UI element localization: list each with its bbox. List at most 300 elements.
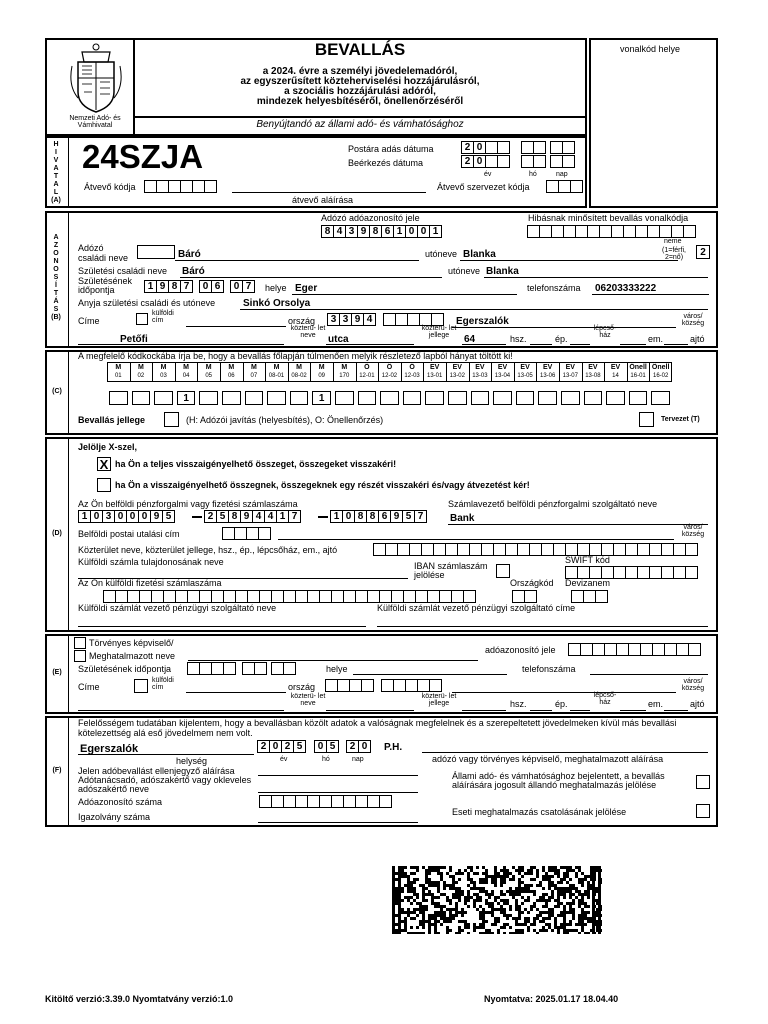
draft-checkbox[interactable] [639,412,654,427]
provider-line [448,524,708,525]
nature-hint: (H: Adózói javítás (helyesbítés), O: Önellenőrzés) [186,415,384,425]
foreign-account-label: Az Ön külföldi fizetési számlaszáma [78,578,222,588]
sheet-column-code: 13-05 [517,373,533,379]
account-part3-boxes[interactable] [330,510,426,523]
partial-refund-checkbox[interactable] [97,478,111,492]
header-subtitle [134,67,586,107]
digit-box[interactable]: 8 [354,510,367,523]
sex-label: neme [664,238,682,245]
digit-box[interactable]: 0 [358,740,371,753]
digit-box[interactable]: 5 [162,510,175,523]
house-label: hsz. [510,334,527,344]
sheet-column-head: EV [497,364,508,371]
birth-day-boxes[interactable] [230,280,254,293]
digit-box[interactable]: 1 [429,225,442,238]
birth-date-label: Születésének időpontja [78,276,133,295]
postal-date-boxes[interactable] [461,141,509,154]
foreign-owner-label: Külföldi számla tulajdonosának neve [78,557,224,567]
address-label: Címe [78,316,100,326]
sex-box[interactable] [696,245,710,259]
digit-box[interactable]: 9 [156,280,169,293]
sheet-column-divider [310,362,311,382]
sheet-column-divider [243,362,244,382]
digit-box[interactable]: 0 [138,510,151,523]
char-box[interactable] [685,543,698,556]
char-box[interactable] [524,590,537,603]
digit-box[interactable]: 0 [90,510,103,523]
sheet-column-code: 13-06 [540,373,556,379]
account-part1-boxes[interactable] [78,510,174,523]
digit-box[interactable] [204,180,217,193]
digit-box[interactable]: 0 [230,280,243,293]
digit-box[interactable]: 1 [78,510,91,523]
family-name-line [175,260,419,261]
sheet-count-box[interactable] [538,391,557,405]
receiver-sig-label: átvevő aláírása [292,195,354,205]
stamp-place-label: P.H. [384,742,403,753]
sheet-column-divider [401,362,402,382]
floor-label: em. [648,334,664,344]
sex-value: 2 [700,247,706,258]
city-value[interactable]: Egerszalók [456,316,509,327]
sign-day-label: nap [352,756,364,763]
sheet-column-code: 08-01 [268,373,285,379]
agent-country-line-left [186,692,286,693]
phone-value[interactable]: 06203333222 [595,283,657,294]
postal-month-boxes[interactable] [521,141,545,154]
digit-box[interactable]: 8 [321,225,334,238]
sheet-count-box[interactable] [267,391,286,405]
sheet-column-code: 04 [182,373,190,379]
subtitle-line: mindezek helyesbítéséről, önellenőrzéséről [256,96,464,107]
digit-box[interactable]: 2 [461,155,474,168]
city-line [452,327,676,328]
digit-box[interactable]: 7 [414,510,427,523]
sheet-column-head: EV [430,364,440,371]
digit-box[interactable]: 6 [211,280,224,293]
given-name-value[interactable]: Blanka [463,249,496,260]
taxid-boxes[interactable] [321,225,441,238]
sheet-column-divider [604,362,605,382]
sign-year-boxes[interactable] [257,740,305,753]
sheet-column-code: 14 [612,373,619,379]
page-title: BEVALLÁS [314,40,406,59]
sheet-column-divider [536,362,537,382]
section-f-side-divider [68,717,69,826]
sheet-count-box[interactable] [448,391,467,405]
agent-street-name-label: közterü- let neve [290,693,326,707]
digit-box[interactable]: 0 [199,280,212,293]
postal-city-label: város/ község [681,524,705,538]
check-mark-icon: X [99,457,109,472]
subtitle-line: a szociális hozzájárulási adóról, [284,86,436,97]
full-refund-checkbox[interactable] [97,457,111,471]
agent-checkbox[interactable] [74,650,86,662]
receiver-org-label: Átvevő szervezet kódja [437,182,530,192]
digit-box[interactable]: 1 [276,510,289,523]
office-side-label: H I V A T A L (A) [51,141,61,204]
sheet-count-box[interactable] [245,391,264,405]
sheet-column-code: 13-08 [585,373,601,379]
sheet-column-code: 12-01 [359,373,375,379]
error-barcode-boxes[interactable] [527,225,695,238]
digit-box[interactable]: 1 [144,280,157,293]
digit-box[interactable]: 1 [393,225,406,238]
digit-box[interactable]: 0 [342,510,355,523]
digit-box[interactable] [533,155,546,168]
sheet-column-code: 13-02 [449,373,465,379]
digit-box[interactable]: 3 [339,313,352,326]
mother-value[interactable]: Sinkó Orsolya [243,298,311,309]
sheet-column-code: 05 [205,373,213,379]
sheet-count-box[interactable] [561,391,580,405]
agent-door-label: ajtó [690,699,705,709]
birth-given-value[interactable]: Blanka [486,266,519,277]
sheet-count-box[interactable] [403,391,422,405]
account-label: Az Ön belföldi pénzforgalmi vagy fizetési számlaszáma [78,499,298,509]
sheet-count-box[interactable] [290,391,309,405]
digit-box[interactable] [683,225,696,238]
provider-value[interactable]: Bank [450,513,475,524]
digit-box[interactable]: 9 [390,510,403,523]
sheet-count-box[interactable] [471,391,490,405]
sheet-count-box[interactable] [425,391,444,405]
currency-boxes[interactable] [571,590,607,603]
sheet-column-head: EV [588,364,598,371]
receiver-code-boxes[interactable] [144,180,216,193]
agent-taxid-boxes[interactable] [568,643,700,656]
advisor-taxid-boxes[interactable] [259,795,391,808]
account-dash [192,516,202,518]
day-label: nap [556,171,568,178]
sheet-count-box[interactable] [606,391,625,405]
sheet-count-box[interactable] [132,391,151,405]
partial-refund-label: ha Ön a visszaigényelhető összegnek, összegeknek egy részét visszakéri és/vagy átvezetést kér! [115,480,530,490]
foreign-account-boxes[interactable] [103,590,475,603]
digit-box[interactable]: 4 [252,510,265,523]
birth-place-value[interactable]: Eger [295,283,318,294]
agent-place-label: helye [326,664,348,674]
sheet-column-divider [130,362,131,382]
digit-box[interactable]: 7 [288,510,301,523]
sign-place-line [78,754,254,755]
iban-label: IBAN számlaszám jelölése [414,561,488,580]
postal-day-boxes[interactable] [550,141,574,154]
sheet-column-divider [356,362,357,382]
digit-box[interactable] [562,141,575,154]
sign-place-label: helység [176,756,208,766]
digit-box[interactable]: 5 [293,740,306,753]
sheet-column-head: M [296,364,303,371]
sheet-column-head: M [228,364,235,371]
agent-floor-label: em. [648,699,664,709]
foreign-address-checkbox[interactable] [136,313,148,325]
sheet-column-head: M [137,364,144,371]
section-e-side-label: (E) [52,669,62,676]
sheet-count-box[interactable] [584,391,603,405]
agent-zip-extra-boxes[interactable] [381,679,441,692]
sheet-column-code: 02 [137,373,145,379]
agent-country-label: ország [288,682,316,692]
sheet-column-divider [333,362,334,382]
sheet-column-divider [469,362,470,382]
identity-side-divider [68,212,69,347]
countersign-line [258,775,418,776]
digit-box[interactable] [570,180,583,193]
digit-box[interactable]: 4 [363,313,376,326]
birth-given-line [484,277,708,278]
authority-label: Állami adó- és vámhatósághoz bejelentett, a bevallás aláírására jogosult állandó meghatalmazás jelölése [452,771,665,790]
sheet-column-head: M [273,364,280,371]
section-d-side-label: (D) [52,530,62,537]
full-refund-label: ha Ön a teljes visszaigényelhető összeget, összegeket visszakéri! [115,459,397,469]
barcode-place-label: vonalkód helye [620,44,681,54]
postal-zip-boxes[interactable] [222,527,270,540]
floor-line [620,344,646,345]
digit-box[interactable] [688,643,701,656]
section-c-side-divider [68,351,69,434]
digit-box[interactable]: 6 [381,225,394,238]
digit-box[interactable]: 0 [405,225,418,238]
digit-box[interactable]: 8 [228,510,241,523]
char-box[interactable] [463,590,476,603]
sheet-column-head: EV [610,364,621,371]
sheet-count-box[interactable]: 1 [312,391,331,405]
advisor-label: Adótanácsadó, adószakértő vagy okleveles adószakértő neve [78,775,252,794]
sheet-column-divider [265,362,266,382]
agent-birth-month-boxes[interactable] [242,662,266,675]
zip-boxes[interactable] [327,313,375,326]
digit-box[interactable]: 0 [269,740,282,753]
digit-box[interactable] [361,679,374,692]
sheet-column-code: 07 [250,373,258,379]
digit-box[interactable] [562,155,575,168]
agent-street-type-label: közterü- let jellege [421,693,457,707]
sign-place-value[interactable]: Egerszalók [80,743,139,755]
agent-address-label: Címe [78,682,100,692]
digit-box[interactable]: 0 [126,510,139,523]
digit-box[interactable]: 6 [378,510,391,523]
stair-line [570,344,590,345]
street-name-label: közterü- let neve [290,325,326,339]
sheet-column-code: 03 [160,373,167,379]
digit-box[interactable]: 0 [473,141,486,154]
birth-place-line [292,294,517,295]
legal-rep-checkbox[interactable] [74,637,86,649]
digit-box[interactable] [429,679,442,692]
digit-box[interactable] [254,662,267,675]
sheet-count-box[interactable] [358,391,377,405]
country-code-boxes[interactable] [512,590,536,603]
mother-line [240,309,708,310]
sheet-count-box[interactable] [651,391,670,405]
sheet-column-head: EV [452,364,462,371]
digit-box[interactable] [283,662,296,675]
digit-box[interactable]: 2 [281,740,294,753]
birth-family-value[interactable]: Báró [182,266,205,277]
foreign-provider-line [78,626,366,627]
sheet-column-head: M [341,364,348,371]
agent-building-line [530,710,552,711]
digit-box[interactable]: 7 [180,280,193,293]
sheet-count-box[interactable] [335,391,354,405]
digit-box[interactable]: 8 [366,510,379,523]
sheet-count-box[interactable] [154,391,173,405]
digit-box[interactable] [533,141,546,154]
street-type-value[interactable]: utca [328,334,349,345]
sign-day-boxes[interactable] [346,740,370,753]
sheet-column-code: 13-03 [472,373,488,379]
draft-label: Tervezet (T) [661,416,700,423]
postal-street-boxes[interactable] [373,543,697,556]
agent-door-line [664,710,688,711]
char-box[interactable] [595,590,608,603]
digit-box[interactable]: 3 [345,225,358,238]
family-name-value[interactable]: Báró [178,249,201,260]
footer-printed: Nyomtatva: 2025.01.17 18.04.40 [484,994,619,1004]
iban-checkbox[interactable] [496,564,510,578]
sign-month-boxes[interactable] [314,740,338,753]
digit-box[interactable]: 2 [204,510,217,523]
nature-label: Bevallás jellege [78,415,146,425]
attached-checkbox[interactable] [696,804,710,818]
phone-line [592,294,709,295]
sheet-column-code: 06 [227,373,235,379]
house-value[interactable]: 64 [464,334,476,345]
digit-box[interactable]: 2 [461,141,474,154]
sheet-count-box[interactable]: 1 [177,391,196,405]
digit-box[interactable]: 5 [402,510,415,523]
digit-box[interactable]: 2 [257,740,270,753]
sheet-column-divider [220,362,221,382]
sheet-column-divider [197,362,198,382]
sheet-column-head: Ö [409,364,415,371]
agent-birth-day-boxes[interactable] [271,662,295,675]
digit-box[interactable]: 2 [346,740,359,753]
sheet-column-divider [423,362,424,382]
digit-box[interactable]: 7 [242,280,255,293]
office-side-divider [68,137,69,207]
arrival-month-boxes[interactable] [521,155,545,168]
digit-box[interactable]: 8 [369,225,382,238]
authority-checkbox[interactable] [696,775,710,789]
section-c-side-label: (C) [52,388,62,395]
agent-house-label: hsz. [510,699,527,709]
sheet-count-box[interactable] [629,391,648,405]
sheet-count-box[interactable] [516,391,535,405]
sheet-count-box[interactable] [109,391,128,405]
sheet-column-code: 13-04 [494,373,511,379]
sheet-column-head: EV [565,364,575,371]
header-rule [134,116,586,118]
phone-label: telefonszáma [527,283,581,293]
sheet-column-head: M [115,364,122,371]
digit-box[interactable]: 0 [314,740,327,753]
currency-label: Devizanem [565,578,611,588]
sheet-column-code: 170 [339,373,350,379]
postal-label: Belföldi postai utalási cím [78,529,180,539]
foreign-provider-addr-line [377,626,708,627]
sheet-column-divider [559,362,560,382]
arrival-day-boxes[interactable] [550,155,574,168]
digit-box[interactable]: 5 [216,510,229,523]
digit-box[interactable] [497,141,510,154]
sheet-column-divider [446,362,447,382]
street-value[interactable]: Petőfi [120,334,148,345]
sheet-count-box[interactable] [380,391,399,405]
account-part2-boxes[interactable] [204,510,300,523]
digit-box[interactable]: 4 [333,225,346,238]
digit-box[interactable]: 3 [327,313,340,326]
sheet-column-head: Ö [364,364,370,371]
sheet-count-box[interactable] [493,391,512,405]
digit-box[interactable]: 9 [357,225,370,238]
birth-date-boxes[interactable] [144,280,192,293]
declaration-text: Felelősségem tudatában kijelentem, hogy a bevallásban közölt adatok a valóságnak megfelelnek és a szerepeltetett jövedelmeken kívül más bevallási kötelezettség alá eső jövedelmem nem volt. [78,718,677,738]
digit-box[interactable]: 1 [330,510,343,523]
digit-box[interactable] [379,795,392,808]
digit-box[interactable]: 0 [473,155,486,168]
building-label: ép. [555,334,568,344]
sheet-column-head: M [250,364,257,371]
digit-box[interactable]: 0 [114,510,127,523]
digit-box[interactable]: 9 [240,510,253,523]
digit-box[interactable]: 5 [326,740,339,753]
agent-foreign-checkbox[interactable] [134,679,148,693]
title-box[interactable] [137,245,175,259]
sign-year-label: év [280,756,288,763]
digit-box[interactable]: 9 [150,510,163,523]
sheet-column-code: 01 [114,373,122,379]
nature-box[interactable] [164,412,179,427]
agent-birth-boxes[interactable] [187,662,235,675]
street-line [78,344,284,345]
birth-month-boxes[interactable] [199,280,223,293]
barcode-frame [589,38,718,208]
sheet-count-box[interactable] [199,391,218,405]
sheet-column-divider [152,362,153,382]
digit-box[interactable] [223,662,236,675]
digit-box[interactable] [258,527,271,540]
digit-box[interactable]: 3 [102,510,115,523]
sheet-column-head: M [160,364,167,371]
agent-foreign-label: külföldi cím [152,677,174,691]
agent-zip-boxes[interactable] [325,679,373,692]
digit-box[interactable]: 9 [351,313,364,326]
digit-box[interactable] [497,155,510,168]
agent-name-label: Meghatalmazott neve [89,651,176,661]
foreign-address-label: külföldi cím [152,310,174,324]
stair-label: lépcső- ház [593,325,617,339]
given-name-line [460,260,678,261]
agent-building-label: ép. [555,699,568,709]
digit-box[interactable]: 0 [417,225,430,238]
digit-box[interactable]: 8 [168,280,181,293]
digit-box[interactable]: 4 [264,510,277,523]
sheet-count-box[interactable] [222,391,241,405]
agent-birth-label: Születésének időpontja [78,664,172,674]
sheet-column-divider [491,362,492,382]
sheet-column-code: 08-02 [291,373,307,379]
building-line [530,344,552,345]
mark-label: Jelölje X-szel, [78,442,138,452]
receiver-org-boxes[interactable] [546,180,582,193]
agent-stair-label: lépcső- ház [593,692,617,706]
char-box[interactable] [685,566,698,579]
arrival-date-boxes[interactable] [461,155,509,168]
sheet-column-code: 12-02 [381,373,398,379]
agent-city-label: város/ község [681,678,705,692]
